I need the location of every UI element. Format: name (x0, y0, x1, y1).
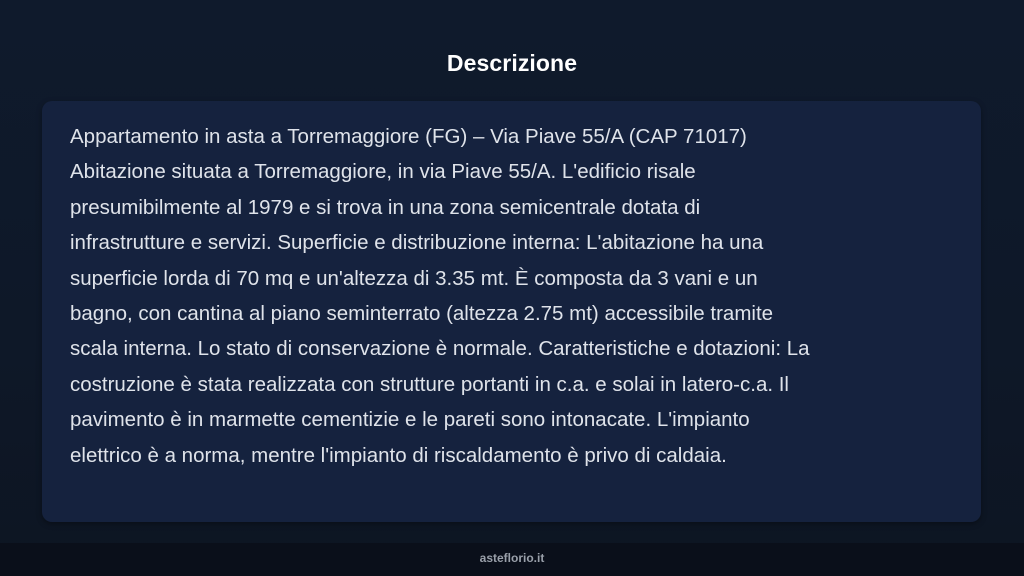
description-line: presumibilmente al 1979 e si trova in una zona semicentrale dotata di (70, 195, 701, 219)
description-text (70, 119, 953, 473)
description-line: infrastrutture e servizi. Superficie e distribuzione interna: L'abitazione ha una (70, 231, 764, 255)
description-line: pavimento è in marmette cementizie e le pareti sono intonacate. L'impianto (70, 408, 750, 432)
description-line: bagno, con cantina al piano seminterrato (altezza 2.75 mt) accessibile tramite (70, 302, 774, 326)
description-line: Appartamento in asta a Torremaggiore (FG) – Via Piave 55/A (CAP 71017) (70, 125, 747, 148)
description-line: scala interna. Lo stato di conservazione è normale. Caratteristiche e dotazioni: La (70, 337, 810, 361)
page-title: Descrizione (446, 50, 578, 76)
site-watermark: asteflorio.it (479, 551, 545, 565)
description-card (42, 101, 981, 522)
description-line: elettrico è a norma, mentre l'impianto di riscaldamento è privo di caldaia. (70, 443, 727, 467)
description-line: costruzione è stata realizzata con strutture portanti in c.a. e solai in latero-c.a. Il (70, 372, 789, 396)
description-line: Abitazione situata a Torremaggiore, in via Piave 55/A. L'edificio risale (70, 160, 696, 184)
footer-bar (0, 543, 1024, 576)
description-line: superficie lorda di 70 mq e un'altezza di 3.35 mt. È composta da 3 vani e un (70, 266, 758, 290)
